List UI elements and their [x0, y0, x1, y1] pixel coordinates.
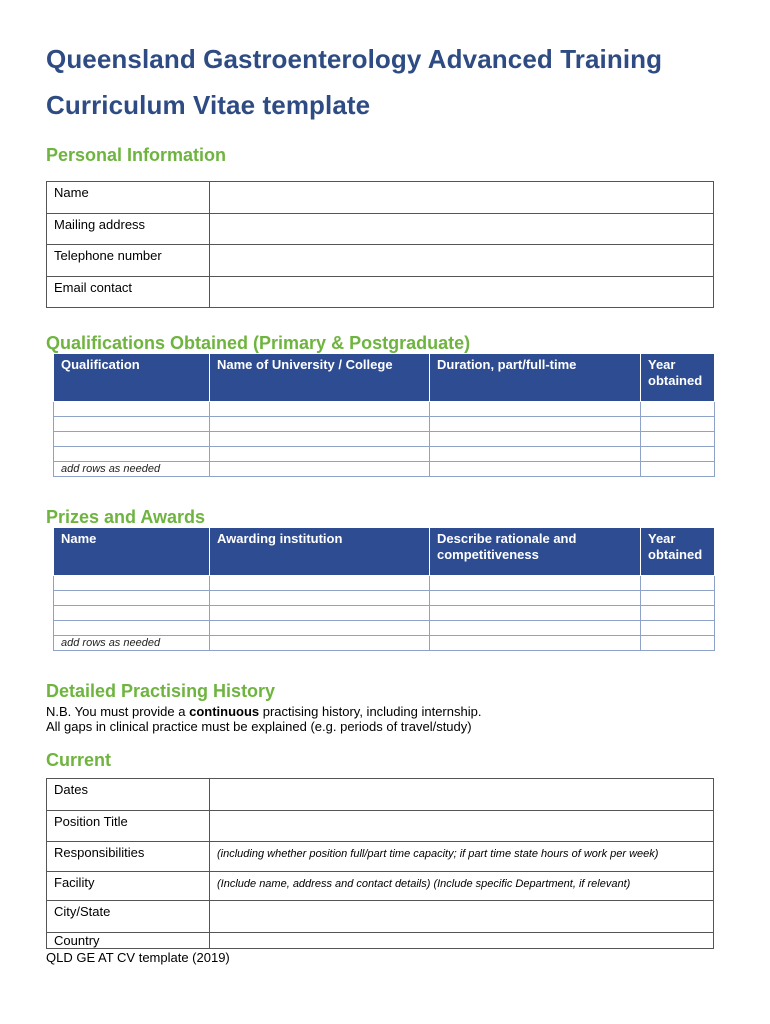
- column-header: Year obtained: [641, 354, 715, 402]
- table-cell[interactable]: [210, 621, 430, 636]
- qualifications-heading: Qualifications Obtained (Primary & Postgraduate): [46, 333, 471, 353]
- telephone-number-label: Telephone number: [47, 245, 210, 277]
- table-cell[interactable]: [641, 636, 715, 651]
- table-cell[interactable]: [210, 417, 430, 432]
- facility-hint: (Include name, address and contact details) (Include specific Department, if relevant): [217, 878, 631, 890]
- table-cell[interactable]: [54, 576, 210, 591]
- practising-history-heading: Detailed Practising History: [46, 681, 276, 701]
- table-cell[interactable]: [210, 462, 430, 477]
- table-cell[interactable]: [54, 447, 210, 462]
- country-label: Country: [47, 933, 210, 949]
- table-row: [54, 606, 715, 621]
- table-cell[interactable]: [430, 462, 641, 477]
- column-header: Qualification: [54, 354, 210, 402]
- table-cell[interactable]: [54, 606, 210, 621]
- table-row: [47, 182, 714, 214]
- table-cell[interactable]: [54, 621, 210, 636]
- continuous-history-note: [46, 704, 481, 719]
- table-row: [54, 402, 715, 417]
- table-header-row: [54, 528, 715, 576]
- table-row: [47, 901, 714, 933]
- city-state-field[interactable]: [210, 901, 714, 933]
- table-row: [54, 462, 715, 477]
- table-header-row: [54, 354, 715, 402]
- table-row: [47, 842, 714, 872]
- table-cell[interactable]: [430, 576, 641, 591]
- table-cell[interactable]: [54, 591, 210, 606]
- responsibilities-label: Responsibilities: [47, 842, 210, 872]
- current-position-heading: Current: [46, 750, 112, 770]
- table-row: [47, 277, 714, 308]
- table-cell[interactable]: [210, 576, 430, 591]
- qualifications-table: [53, 353, 715, 477]
- table-row: [47, 779, 714, 811]
- table-row: [47, 872, 714, 901]
- table-row: [47, 245, 714, 277]
- city-state-label: City/State: [47, 901, 210, 933]
- telephone-number-field[interactable]: [210, 245, 714, 277]
- position-title-field[interactable]: [210, 811, 714, 842]
- mailing-address-field[interactable]: [210, 214, 714, 245]
- table-row: [54, 417, 715, 432]
- table-cell[interactable]: [210, 591, 430, 606]
- table-cell[interactable]: [210, 606, 430, 621]
- table-cell[interactable]: [641, 417, 715, 432]
- column-header: Describe rationale and competitiveness: [430, 528, 641, 576]
- table-cell[interactable]: [641, 576, 715, 591]
- table-row: [54, 591, 715, 606]
- table-cell[interactable]: [430, 636, 641, 651]
- position-title-label: Position Title: [47, 811, 210, 842]
- gaps-explanation-note: All gaps in clinical practice must be explained (e.g. periods of travel/study): [46, 719, 472, 734]
- facility-label: Facility: [47, 872, 210, 901]
- table-cell[interactable]: [430, 417, 641, 432]
- table-cell[interactable]: [210, 636, 430, 651]
- column-header: Name of University / College: [210, 354, 430, 402]
- table-cell[interactable]: [641, 402, 715, 417]
- table-row: [47, 811, 714, 842]
- table-row: [54, 576, 715, 591]
- table-cell[interactable]: [641, 621, 715, 636]
- note-emphasis: continuous: [189, 704, 260, 719]
- table-row: [54, 447, 715, 462]
- name-field[interactable]: [210, 182, 714, 214]
- email-contact-field[interactable]: [210, 277, 714, 308]
- table-cell[interactable]: [641, 606, 715, 621]
- country-field[interactable]: [210, 933, 714, 949]
- table-cell[interactable]: [210, 432, 430, 447]
- table-cell[interactable]: [430, 606, 641, 621]
- facility-field[interactable]: [210, 872, 714, 901]
- current-position-table: [46, 778, 714, 949]
- personal-information-heading: Personal Information: [46, 145, 227, 165]
- column-header: Duration, part/full-time: [430, 354, 641, 402]
- dates-label: Dates: [47, 779, 210, 811]
- table-cell[interactable]: [641, 432, 715, 447]
- table-row: [54, 636, 715, 651]
- table-cell[interactable]: [430, 447, 641, 462]
- dates-field[interactable]: [210, 779, 714, 811]
- column-header: Awarding institution: [210, 528, 430, 576]
- table-cell[interactable]: [430, 432, 641, 447]
- column-header: Name: [54, 528, 210, 576]
- email-contact-label: Email contact: [47, 277, 210, 308]
- table-cell[interactable]: [54, 417, 210, 432]
- document-title-line-2: Curriculum Vitae template: [46, 90, 371, 120]
- table-cell[interactable]: [641, 447, 715, 462]
- table-cell[interactable]: [430, 621, 641, 636]
- prizes-awards-heading: Prizes and Awards: [46, 507, 206, 527]
- page-footer: QLD GE AT CV template (2019): [46, 950, 230, 965]
- name-label: Name: [47, 182, 210, 214]
- table-cell[interactable]: [641, 462, 715, 477]
- table-cell[interactable]: [430, 402, 641, 417]
- table-row: [47, 214, 714, 245]
- table-row: [54, 621, 715, 636]
- table-cell[interactable]: [210, 402, 430, 417]
- table-row: [54, 432, 715, 447]
- prizes-awards-table: [53, 527, 715, 651]
- table-cell[interactable]: [210, 447, 430, 462]
- table-cell[interactable]: [54, 402, 210, 417]
- note-prefix: N.B. You must provide a: [46, 704, 190, 719]
- table-row: [47, 933, 714, 949]
- mailing-address-label: Mailing address: [47, 214, 210, 245]
- add-rows-note: add rows as needed: [54, 636, 210, 651]
- document-title-line-1: Queensland Gastroenterology Advanced Training: [46, 44, 663, 74]
- responsibilities-field[interactable]: [210, 842, 714, 872]
- table-cell[interactable]: [430, 591, 641, 606]
- note-suffix: practising history, including internship.: [259, 704, 482, 719]
- responsibilities-hint: (including whether position full/part time capacity; if part time state hours of work per week): [217, 848, 659, 860]
- add-rows-note: add rows as needed: [54, 462, 210, 477]
- personal-information-table: [46, 181, 714, 308]
- column-header: Year obtained: [641, 528, 715, 576]
- table-cell[interactable]: [54, 432, 210, 447]
- table-cell[interactable]: [641, 591, 715, 606]
